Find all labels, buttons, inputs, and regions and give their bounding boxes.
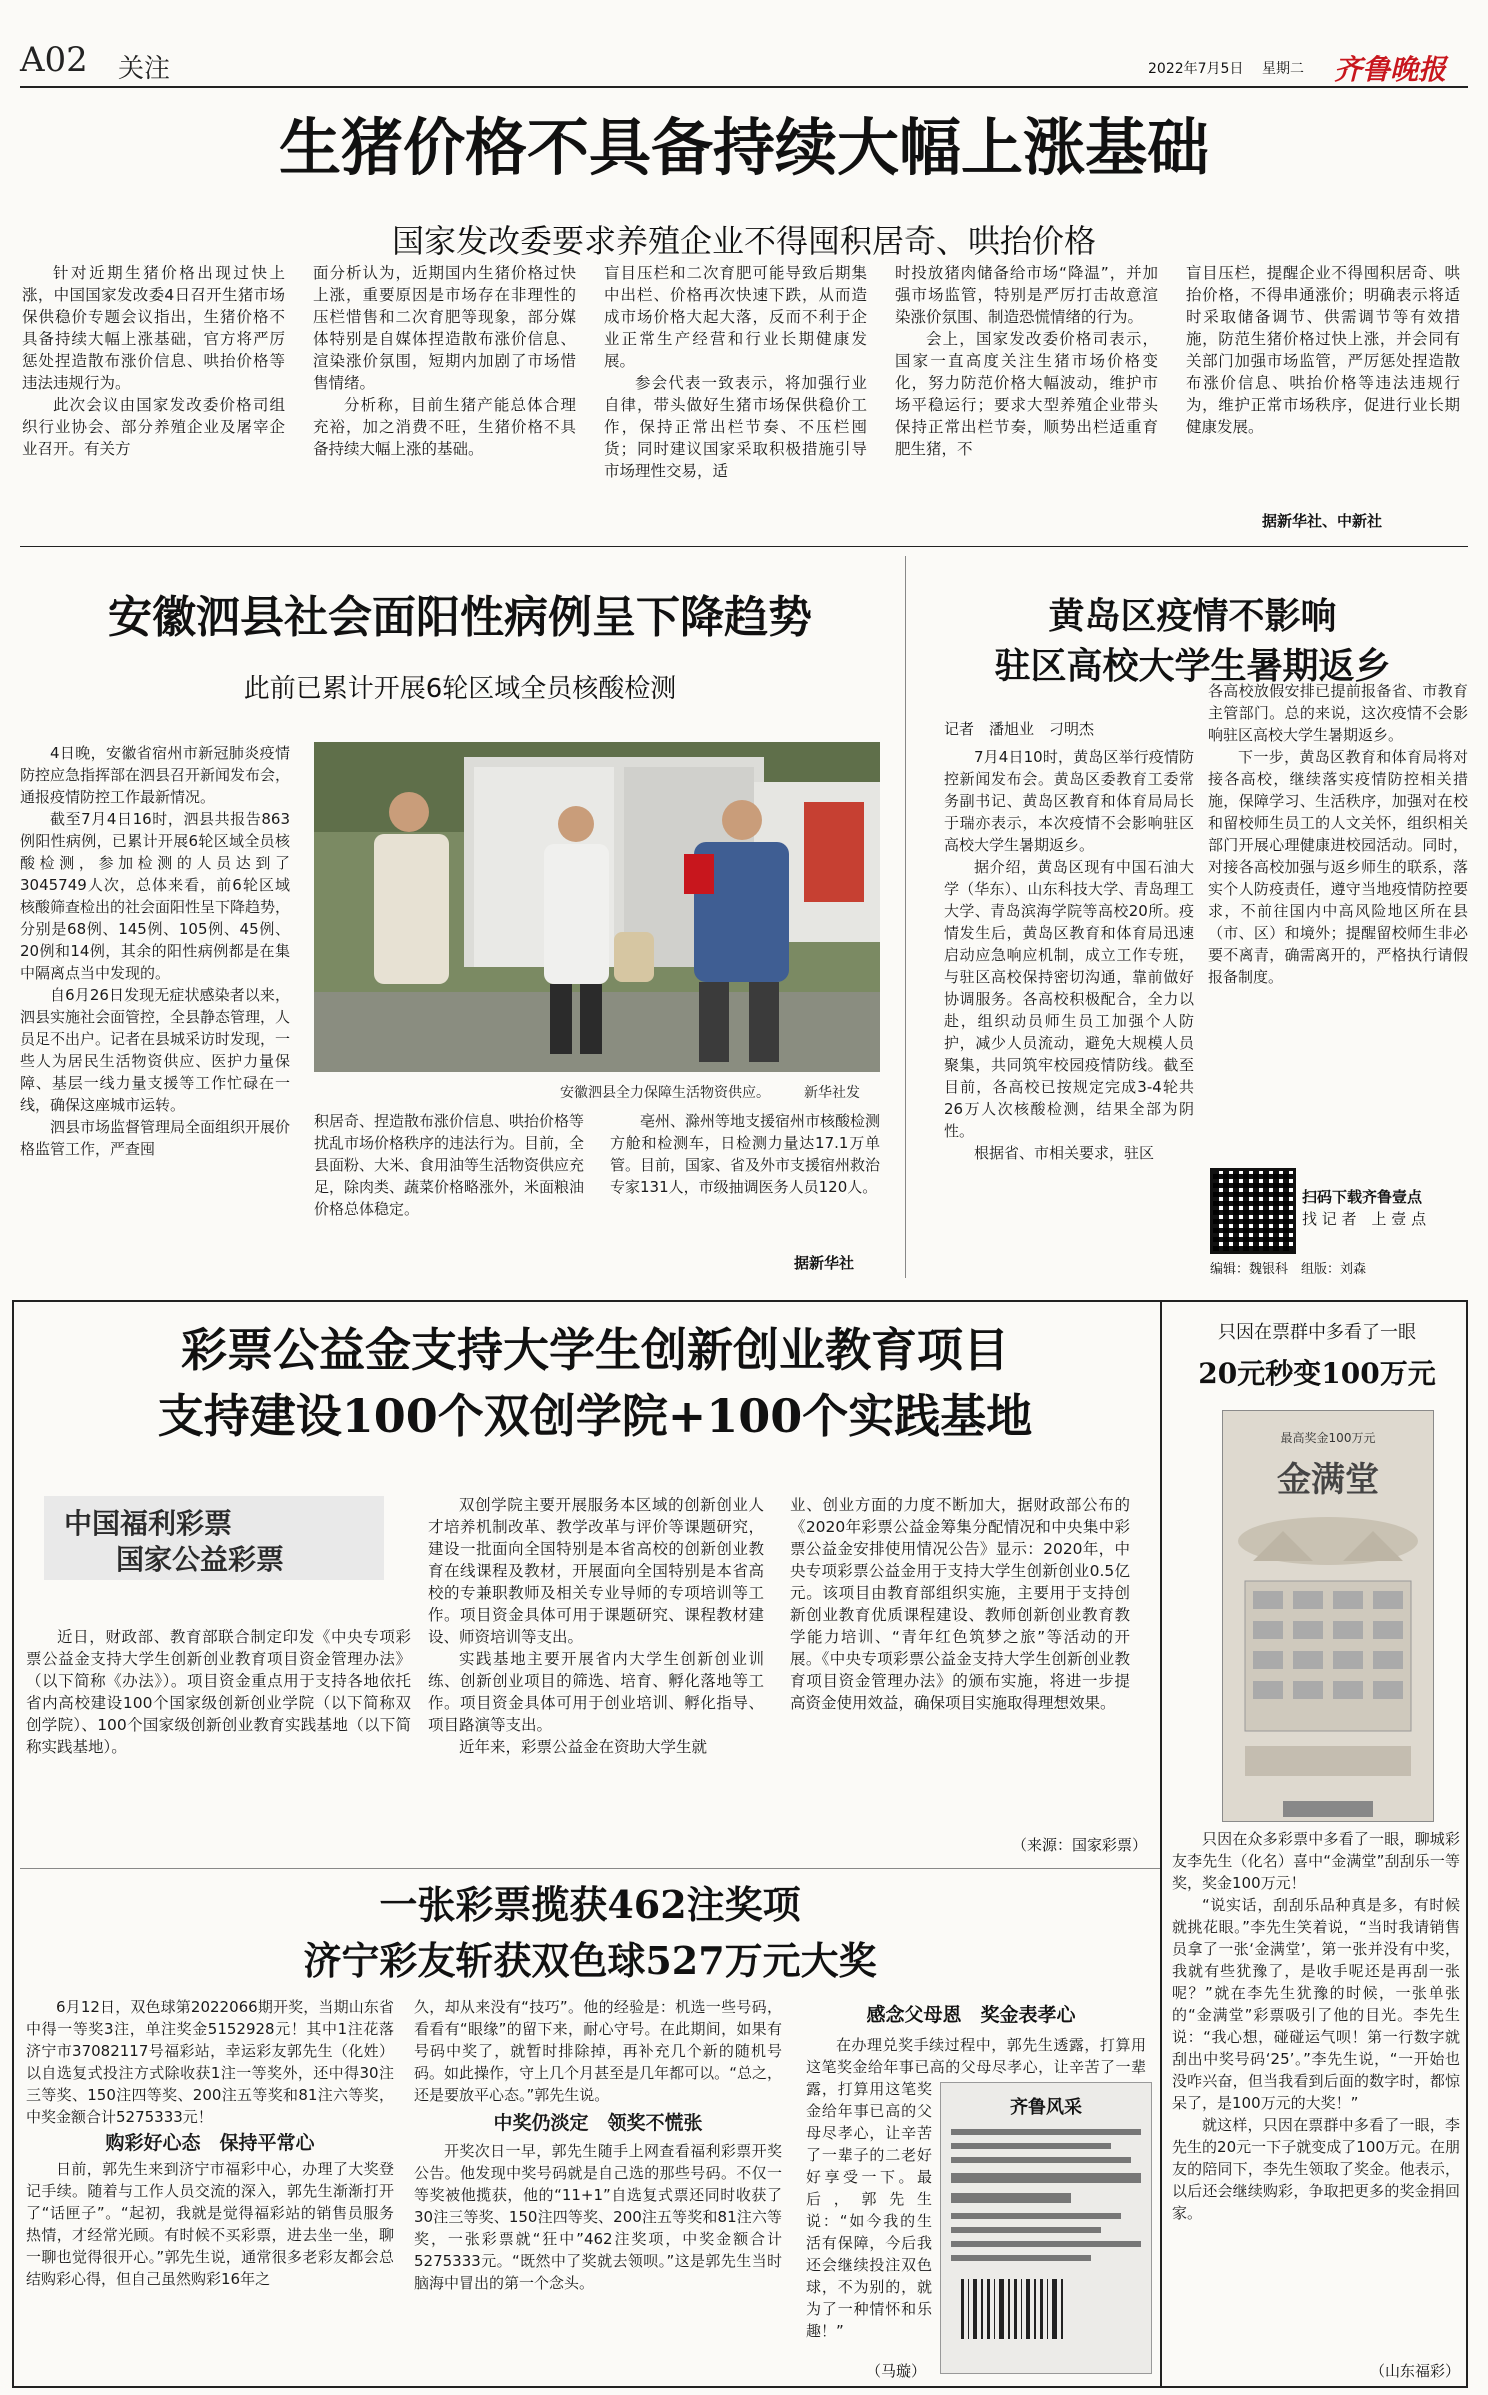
article6-source: （山东福彩）: [1370, 2362, 1461, 2380]
article5-author: （马璇）: [866, 2362, 927, 2380]
article4-column-3: 业、创业方面的力度不断加大，据财政部公布的《2020年彩票公益金筹集分配情况和中央集中彩票公益金安排使用情况公告》显示：2020年，中央专项彩票公益金用于支持大学生创新创业0.5亿元。该项目由教育部组织实施，主要用于支持创新创业教育优质课程建设、教师创新创业教育教学能力培训、“青年红色筑梦之旅”等活动的开展。《中央专项彩票公益金支持大学生创新创业教育项目资金管理办法》的颁布实施，将进一步提高资金使用效益，确保项目实施取得理想效果。: [790, 1496, 1130, 1712]
qr-label: 扫码下载齐鲁壹点: [1302, 1188, 1423, 1206]
article6-column: 只因在众多彩票中多看了一眼，聊城彩友李先生（化名）喜中“金满堂”刮刮乐一等奖，奖金100万元！ “说实话，刮刮乐品种真是多，有时候就挑花眼。”李先生笑着说，“当时我请销售员拿了一张‘金满堂’，第一张并没有中奖，我就有些犹豫了，是收手呢还是再刮一张呢？”就在李先生犹豫的时候，一张单张的“金满堂”彩票吸引了他的目光。李先生说：“我心想，碰碰运气呗！第一行数字就刮出中奖号码‘25’。”李先生说，“一开始也没咋兴奋，但当我看到后面的数字时，都惊呆了，是100万元的大奖！” 就这样，只因在票群中多看了一眼，李先生的20元一下子就变成了100万元。在朋友的陪同下，李先生领取了奖金。他表示，以后还会继续购彩，争取把更多的奖金捐回家。: [1172, 1830, 1460, 2222]
masthead-logo: 齐鲁晚报: [1334, 53, 1447, 86]
issue-date: 2022年7月5日: [1148, 61, 1244, 77]
article3-column-2: 各高校放假安排已提前报备省、市教育主管部门。总的来说，这次疫情不会影响驻区高校大学生暑期返乡。 下一步，黄岛区教育和体育局将对接各高校，继续落实疫情防控相关措施，保障学习、生活秩序，加强对在校和留校师生员工的人文关怀，组织相关部门开展心理健康进校园活动。同时，对接各高校加强与返乡师生的联系，落实个人防疫责任，遵守当地疫情防控要求，不前往国内中高风险地区所在县（市、区）和境外；提醒留校师生非必要不离青，确需离开的，严格执行请假报备制度。: [1208, 682, 1468, 986]
article2-column-2: 积居奇、捏造散布涨价信息、哄抬价格等扰乱市场价格秩序的违法行为。目前，全县面粉、大米、食用油等生活物资供应充足，除肉类、蔬菜价格略涨外，米面粮油价格总体稳定。: [314, 1112, 584, 1218]
article1-title: 生猪价格不具备持续大幅上涨基础: [278, 111, 1209, 184]
article1-column-3: 盲目压栏和二次育肥可能导致后期集中出栏、价格再次快速下跌，从而造成市场价格大起大落，反而不利于企业正常生产经营和行业长期健康发展。 参会代表一致表示，将加强行业自律，带头做好生猪市场保供稳价工作，保持正常出栏节奏、不压栏囤货；同时建议国家采取积极措施引导市场理性交易，适: [604, 264, 867, 480]
article6-title: 20元秒变100万元: [1198, 1357, 1436, 1390]
page-header: [0, 0, 1488, 86]
article4-title-line1: 彩票公益金支持大学生创新创业教育项目: [181, 1323, 1009, 1377]
article5-title-line2: 济宁彩友斩获双色球527万元大奖: [303, 1938, 877, 1983]
article4-source: （来源：国家彩票）: [1012, 1836, 1148, 1854]
article4-column-1: 近日，财政部、教育部联合制定印发《中央专项彩票公益金支持大学生创新创业教育项目资金管理办法》（以下简称《办法》）。项目资金重点用于支持各地依托省内高校建设100个国家级创新创业学院（以下简称双创学院）、100个国家级创新创业教育实践基地（以下简称实践基地）。: [26, 1628, 411, 1756]
logo-line-2: 国家公益彩票: [116, 1543, 285, 1576]
article2-subtitle: 此前已累计开展6轮区域全员核酸检测: [243, 674, 677, 704]
qr-label-2: 找 记 者 上 壹 点: [1302, 1210, 1427, 1228]
article5-column-1: 6月12日，双色球第2022066期开奖，当期山东省中得一等奖3注，单注奖金5152928元！其中1注花落济宁市37082117号福彩站，幸运彩友郭先生（化姓）以自选复式投注方式除收获1注一等奖外，还中得30注三等奖、150注四等奖、200注五等奖和81注六等奖，中奖金额合计5275333元！ 购彩好心态 保持平常心 日前，郭先生来到济宁市福彩中心，办理了大奖登记手续。随着与工作人员交流的深入，郭先生渐渐打开了“话匣子”。“起初，我就是觉得福彩站的销售员服务热情，才经常光顾。有时候不买彩票，进去坐一坐，聊一聊也觉得很开心。”郭先生说，通常很多老彩友都会总结购彩心得，但自己虽然购彩16年之: [26, 1998, 394, 2288]
column-divider-vertical: [905, 556, 906, 1278]
lottery-column-divider: [1160, 1300, 1162, 2388]
ticket-label: 齐鲁风采: [1010, 2097, 1082, 2118]
article5-title-line1: 一张彩票揽获462注奖项: [379, 1882, 801, 1927]
article2-source: 据新华社: [794, 1254, 855, 1272]
article1-column-4: 时投放猪肉储备给市场“降温”，并加强市场监管，特别是严厉打击故意渲染涨价氛围、制造恐慌情绪的行为。 会上，国家发改委价格司表示，国家一直高度关注生猪市场价格变化，努力防范价格大幅波动，维护市场平稳运行；要求大型养殖企业带头保持正常出栏节奏，顺势出栏适重育肥生猪，不: [895, 264, 1158, 458]
article3-title-line1: 黄岛区疫情不影响: [1048, 595, 1337, 637]
article3-title-line2: 驻区高校大学生暑期返乡: [994, 645, 1391, 687]
article1-column-2: 面分析认为，近期国内生猪价格过快上涨，重要原因是市场存在非理性的压栏惜售和二次育肥等现象，部分媒体特别是自媒体捏造散布涨价信息、渲染涨价氛围，短期内加剧了市场惜售情绪。 分析称，目前生猪产能总体合理充裕，加之消费不旺，生猪价格不具备持续大幅上涨的基础。: [313, 264, 576, 458]
article4-column-2: 双创学院主要开展服务本区域的创新创业人才培养机制改革、教学改革与评价等课题研究，建设一批面向全国特别是本省高校的创新创业教育在线课程及教材，开展面向全国特别是本省高校的专兼职教师及相关专业导师的专项培训等工作。项目资金具体可用于课题研究、课程教材建设、师资培训等支出。 实践基地主要开展省内大学生创新创业训练、创新创业项目的筛选、培育、孵化落地等工作。项目资金具体可用于创业培训、孵化指导、项目路演等支出。 近年来，彩票公益金在资助大学生就: [428, 1496, 764, 1756]
article1-source: 据新华社、中新社: [1262, 512, 1383, 530]
photo-scene: [314, 742, 880, 1072]
article5-subhead-2: 中奖仍淡定 领奖不慌张: [493, 2112, 703, 2134]
scratch-ticket-image: [1222, 1410, 1434, 1822]
editor-credit: 编辑：魏银科 组版：刘森: [1210, 1262, 1367, 1277]
ticket-top-banner: 最高奖金100万元: [1280, 1431, 1376, 1445]
logo-line-1: 中国福利彩票: [64, 1507, 233, 1540]
photo-caption: 安徽泗县全力保障生活物资供应。: [560, 1085, 770, 1101]
ticket-barcode: [941, 2119, 1151, 2369]
article2-column-1: 4日晚，安徽省宿州市新冠肺炎疫情防控应急指挥部在泗县召开新闻发布会，通报疫情防控工作最新情况。 截至7月4日16时，泗县共报告863例阳性病例，已累计开展6轮区域全员核酸检测，参加检测的人员达到了3045749人次，总体来看，前6轮区域核酸筛查检出的社会面阳性呈下降趋势，分别是68例、145例、105例、45例、20例和14例，其余的阳性病例都是在集中隔离点当中发现的。 自6月26日发现无症状感染者以来，泗县实施社会面管控，全县静态管理，人员足不出户。记者在县城采访时发现，一些人为居民生活物资供应、医护力量保障、基层一线力量支援等工作忙碌在一线，确保这座城市运转。 泗县市场监督管理局全面组织开展价格监管工作，严查囤: [20, 744, 290, 1158]
article1-column-1: 针对近期生猪价格出现过快上涨，中国国家发改委4日召开生猪市场保供稳价专题会议指出，生猪价格不具备持续大幅上涨基础，官方将严厉惩处捏造散布涨价信息、哄抬价格等违法违规行为。 此次会议由国家发改委价格司组织行业协会、部分养殖企业及屠宰企业召开。有关方: [22, 264, 285, 458]
article5-subhead-1: 购彩好心态 保持平常心: [105, 2132, 315, 2154]
qr-code[interactable]: [1210, 1168, 1296, 1254]
issue-weekday: 星期二: [1262, 61, 1304, 77]
article4-divider: [20, 1868, 1160, 1869]
photo-credit: 新华社发: [804, 1085, 860, 1101]
page-number: A02: [20, 40, 88, 80]
article5-subhead-3: 感念父母恩 奖金表孝心: [866, 2004, 1076, 2026]
article6-header: 只因在票群中多看了一眼: [1218, 1322, 1416, 1343]
ticket-brand: 金满堂: [1277, 1460, 1379, 1500]
article1-subtitle: 国家发改委要求养殖企业不得囤积居奇、哄抬价格: [391, 222, 1096, 260]
article2-title: 安徽泗县社会面阳性病例呈下降趋势: [108, 592, 812, 643]
article5-column-2: 久，却从来没有“技巧”。他的经验是：机选一些号码，看看有“眼缘”的留下来，耐心守号。在此期间，如果有号码中奖了，就暂时排除掉，再补充几个新的随机号码。如此操作，守上几个月甚至是几年都可以。“总之，还是要放平心态。”郭先生说。 中奖仍淡定 领奖不慌张 开奖次日一早，郭先生随手上网查看福利彩票开奖公告。他发现中奖号码就是自己选的那些号码。不仅一等奖被他揽获，他的“11+1”自选复式票还同时收获了30注三等奖、150注四等奖、200注五等奖和81注六等奖，一张彩票就“狂中”462注奖项，中奖金额合计5275333元。“既然中了奖就去领呗。”这是郭先生当时脑海中冒出的第一个念头。: [414, 1998, 782, 2292]
lottery-ticket-image: [940, 2082, 1152, 2374]
header-divider: [20, 86, 1468, 88]
welfare-lottery-logo: [44, 1496, 384, 1580]
article4-title-line2: 支持建设100个双创学院+100个实践基地: [157, 1389, 1033, 1443]
article2-photo: [314, 742, 880, 1072]
article5-column-3-top: 在办理兑奖手续过程中，郭先生透露，打算用这笔奖金给年事已高的父母尽孝心，让辛苦了一辈: [806, 2036, 1146, 2076]
article1-divider: [20, 546, 1468, 547]
article5-column-3: 露，打算用这笔奖金给年事已高的父母尽孝心，让辛苦了一辈子的二老好好享受一下。最后，郭先生说：“如今我的生活有保障，今后我还会继续投注双色球，不为别的，就为了一种情怀和乐趣！”: [806, 2080, 932, 2340]
article1-column-5: 盲目压栏，提醒企业不得囤积居奇、哄抬价格，不得串通涨价；明确表示将适时采取储备调节、供需调节等有效措施，防范生猪价格过快上涨，并会同有关部门加强市场监管，严厉惩处捏造散布涨价信息、哄抬价格等违法违规行为，维护正常市场秩序，促进行业长期健康发展。: [1186, 264, 1460, 436]
article2-column-3: 亳州、滁州等地支援宿州市核酸检测方舱和检测车，日检测力量达17.1万单管。目前，国家、省及外市支援宿州救治专家131人，市级抽调医务人员120人。: [610, 1112, 880, 1196]
section-name: 关注: [118, 54, 171, 84]
article3-byline: 记者 潘旭业 刁明杰: [944, 720, 1095, 738]
article3-column-1: 7月4日10时，黄岛区举行疫情防控新闻发布会。黄岛区委教育工委常务副书记、黄岛区教育和体育局局长于瑞亦表示，本次疫情不会影响驻区高校大学生暑期返乡。 据介绍，黄岛区现有中国石油大学（华东）、山东科技大学、青岛理工大学、青岛滨海学院等高校20所。疫情发生后，黄岛区教育和体育局迅速启动应急响应机制，成立工作专班，与驻区高校保持密切沟通，靠前做好协调服务。各高校积极配合，全力以赴，组织动员师生员工加强个人防护，减少人员流动，避免大规模人员聚集，共同筑牢校园疫情防线。截至目前，各高校已按规定完成3-4轮共26万人次核酸检测，结果全部为阴性。 根据省、市相关要求，驻区: [944, 748, 1194, 1162]
ticket-artwork: [1223, 1501, 1433, 1822]
